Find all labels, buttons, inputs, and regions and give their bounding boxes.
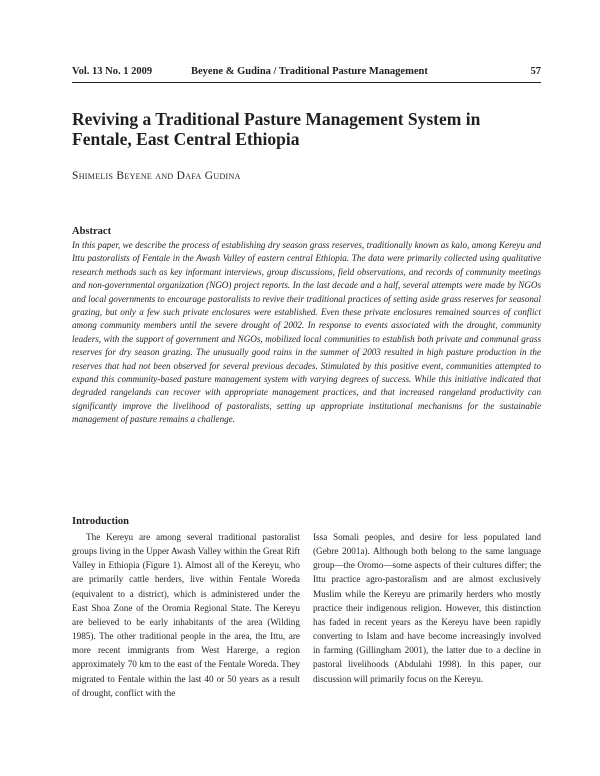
- journal-volume: Vol. 13 No. 1 2009: [72, 66, 153, 77]
- introduction-right-column: Issa Somali peoples, and desire for less populated land (Gebre 2001a). Although both belong to the same language group—the Oromo—some aspects of their cultures differ; the Ittu practice agro-pastoralism and are almost exclusively Muslim while the Kereyu are primarily herders who mostly practice their indigenous religion. However, this distinction has faded in recent years as the Kereyu have been rapidly converting to Islam and have become increasingly involved in farming (Gillingham 2001), the latter due to a decline in pastoral livelihoods (Abdulahi 1998). In this paper, our discussion will primarily focus on the Kereyu.: [313, 532, 541, 684]
- abstract-heading: Abstract: [72, 226, 112, 237]
- article-title: Reviving a Traditional Pasture Management System in Fentale, East Central Ethiopia: [72, 109, 481, 149]
- introduction-left-column: The Kereyu are among several traditional pastoralist groups living in the Upper Awash Valley within the Great Rift Valley in Ethiopia (Figure 1). Almost all of the Kereyu, who are primarily cattle herders, live within Fentale Woreda (equivalent to a district), which is administered under the East Shoa Zone of the Oromia Regional State. The Kereyu are believed to be early inhabitants of the area (Wilding 1985). The other traditional people in the area, the Ittu, are more recent immigrants from West Harerge, a region approximately 70 km to the east of the Fentale Woreda. They migrated to Fentale within the last 40 or 50 years as a result of drought, conflict with the: [72, 532, 300, 698]
- introduction-heading: Introduction: [72, 516, 129, 527]
- abstract-text: In this paper, we describe the process of establishing dry season grass reserves, traditionally known as kalo, among Kereyu and Ittu pastoralists of Fentale in the Awash Valley of eastern central Ethiopia. The data were primarily collected using qualitative research methods such as key informant interviews, group discussions, field observations, and records of community meetings and non-governmental organization (NGO) project reports. In the last decade and a half, several attempts were made by NGOs and local governments to encourage pastoralists to revive their traditional practices of setting aside grass reserves for seasonal grazing, but only a few such private enclosures were established. Even these private enclosures remained sources of conflict among community members until the severe drought of 2002. In response to events associated with the drought, community leaders, with the support of government and NGOs, mobilized local communities to establish both private and communal grass reserves for dry season grazing. The unusually good rains in the summer of 2003 resulted in high pasture production in the reserves that had not been observed for several previous decades. Stimulated by this positive event, communities attempted to expand this community-based pasture management system with varying degrees of success. While this initiative indicated that degraded rangelands can recover with appropriate management practices, and that increased rangeland productivity can significantly improve the livelihood of pastoralists, setting up appropriate institutional mechanisms for the sustainable management of pasture remains a challenge.: [72, 240, 541, 425]
- running-head: [72, 66, 541, 80]
- article-authors: Shimelis Beyene and Dafa Gudina: [72, 170, 241, 182]
- running-title: Beyene & Gudina / Traditional Pasture Management: [191, 66, 428, 77]
- page-number: 57: [530, 66, 541, 77]
- header-rule: [72, 82, 541, 83]
